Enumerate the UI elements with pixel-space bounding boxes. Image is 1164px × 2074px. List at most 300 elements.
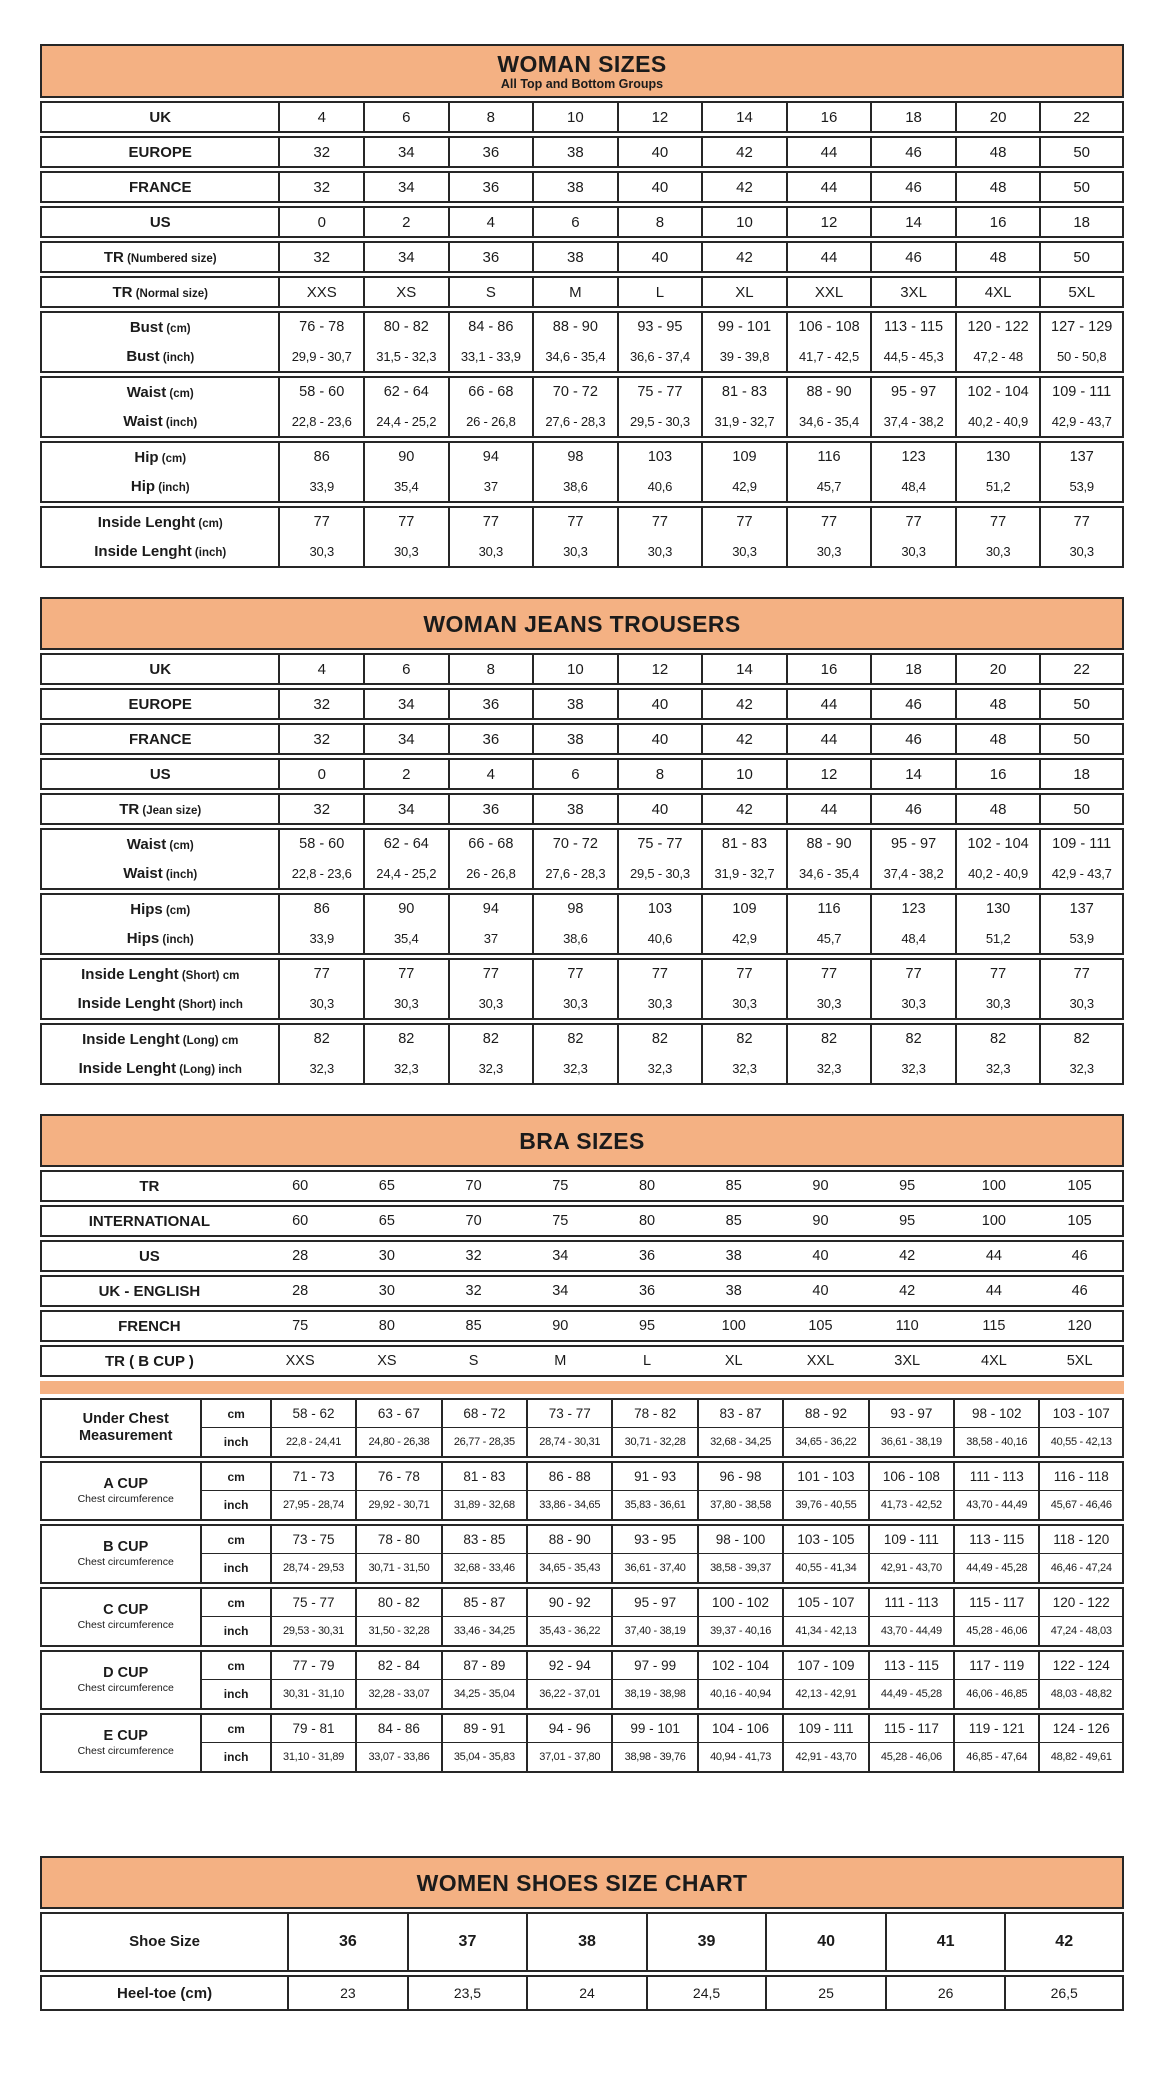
measurement-value [868, 1713, 953, 1773]
size-value-inch: 30,3 [1069, 996, 1094, 1011]
size-value [448, 828, 533, 890]
size-value-cm: 88 - 90 [552, 319, 598, 335]
size-value [532, 958, 617, 1020]
size-value: 42 [701, 136, 786, 168]
measurement-inch: 47,24 - 48,03 [1050, 1625, 1112, 1637]
size-value [701, 506, 786, 568]
size-value: 14 [870, 758, 955, 790]
measurement-cm: 94 - 96 [528, 1715, 611, 1743]
bra-size-value: 80 [604, 1170, 691, 1202]
size-value: 50 [1039, 136, 1124, 168]
unit-inch-label: inch [223, 1687, 249, 1701]
size-value-inch: 35,4 [394, 479, 419, 494]
measurement-value [697, 1524, 782, 1584]
measurement-inch: 36,61 - 37,40 [624, 1562, 686, 1574]
row-label-text: UK - ENGLISH [98, 1282, 201, 1300]
unit-cell [200, 1587, 269, 1647]
size-value-cm: 106 - 108 [798, 319, 860, 335]
row-label-text: Bust [126, 348, 160, 365]
size-value-inch: 30,3 [816, 544, 842, 559]
size-value-cm: 82 [398, 1031, 415, 1047]
row-label-top [42, 443, 278, 472]
row-label-text: Waist [126, 384, 167, 401]
measurement-cm: 96 - 98 [699, 1463, 782, 1491]
size-value: 32 [278, 136, 363, 168]
measurement-value [953, 1713, 1038, 1773]
row-label [40, 171, 278, 203]
bra-size-value: 85 [690, 1170, 777, 1202]
size-value: 34 [363, 241, 448, 273]
size-value: 46 [870, 723, 955, 755]
size-value: 14 [701, 653, 786, 685]
table-row [40, 506, 1124, 568]
unit-inch-label: inch [223, 1624, 249, 1638]
bra-size-value: 75 [517, 1170, 604, 1202]
table-row [40, 653, 1124, 685]
row-label [40, 206, 278, 238]
size-value: 20 [955, 653, 1040, 685]
bra-size-value: 5XL [1037, 1345, 1124, 1377]
size-value-cm: 90 [398, 449, 415, 465]
measurement-value [526, 1650, 611, 1710]
size-value: 44 [786, 241, 871, 273]
measurement-cm: 104 - 106 [699, 1715, 782, 1743]
measurement-value [355, 1524, 440, 1584]
bra-size-value: 44 [951, 1240, 1038, 1272]
measurement-cm: 71 - 73 [272, 1463, 355, 1491]
size-value: 38 [532, 688, 617, 720]
measurement-value [611, 1398, 696, 1458]
size-value-inch: 22,8 - 23,6 [291, 414, 352, 429]
size-value-inch: 53,9 [1069, 931, 1094, 946]
size-value: 36 [448, 793, 533, 825]
bra-size-value: 34 [517, 1240, 604, 1272]
size-value-inch: 26 - 26,8 [466, 866, 516, 881]
size-value-inch: 33,9 [309, 479, 334, 494]
measurement-inch: 32,68 - 33,46 [453, 1562, 515, 1574]
measurement-cm: 86 - 88 [528, 1463, 611, 1491]
size-value [532, 893, 617, 955]
measurement-value [355, 1398, 440, 1458]
row-label-detail: (Normal size) [132, 287, 208, 300]
unit-cm-label: cm [202, 1400, 269, 1428]
size-value: 2 [363, 206, 448, 238]
row-label-detail: (Numbered size) [123, 252, 217, 265]
measurement-value [782, 1461, 867, 1521]
size-value: L [617, 276, 702, 308]
size-value: 42 [701, 241, 786, 273]
size-value: 40 [617, 688, 702, 720]
size-value-cm: 94 [482, 901, 499, 917]
row-label-bottom [42, 407, 278, 436]
shoe-size-value: 38 [526, 1912, 646, 1972]
measurement-cm: 106 - 108 [870, 1463, 953, 1491]
row-label-detail: (cm) [166, 840, 194, 852]
size-value: 16 [955, 206, 1040, 238]
bra-size-value: 65 [344, 1205, 431, 1237]
row-label [40, 506, 278, 568]
size-value: 8 [617, 206, 702, 238]
measurement-cm: 101 - 103 [784, 1463, 867, 1491]
row-label-text: Inside Lenght [78, 1060, 177, 1077]
bra-size-value: 80 [604, 1205, 691, 1237]
measurement-inch: 44,49 - 45,28 [880, 1688, 942, 1700]
size-value: 0 [278, 758, 363, 790]
size-value [448, 311, 533, 373]
row-label-detail: (inch) [191, 547, 227, 559]
size-value-cm: 98 [567, 449, 584, 465]
measurement-value [611, 1524, 696, 1584]
shoe-size-value: 26,5 [1004, 1975, 1124, 2011]
table-row [40, 171, 1124, 203]
bra-size-value: 60 [257, 1170, 344, 1202]
table-row [40, 241, 1124, 273]
size-value: 44 [786, 688, 871, 720]
size-value: 38 [532, 136, 617, 168]
size-value: 6 [532, 206, 617, 238]
size-value-inch: 29,9 - 30,7 [291, 349, 352, 364]
measurement-cm: 73 - 77 [528, 1400, 611, 1428]
row-label [40, 723, 278, 755]
size-value-inch: 39 - 39,8 [719, 349, 770, 364]
measurement-cm: 91 - 93 [613, 1463, 696, 1491]
row-label [40, 441, 278, 503]
row-label-top [42, 378, 278, 407]
measurement-inch: 30,71 - 32,28 [624, 1436, 686, 1448]
measurement-inch: 43,70 - 44,49 [880, 1625, 942, 1637]
size-value-inch: 30,3 [732, 544, 757, 559]
unit-cell [200, 1650, 269, 1710]
size-value-cm: 82 [1073, 1031, 1090, 1047]
size-value-inch: 33,1 - 33,9 [460, 349, 521, 364]
size-value [363, 441, 448, 503]
cup-sublabel: Chest circumference [77, 1556, 174, 1568]
measurement-cm: 111 - 113 [955, 1463, 1038, 1491]
size-value: 32 [278, 723, 363, 755]
size-value: 14 [870, 206, 955, 238]
measurement-cm: 77 - 79 [272, 1652, 355, 1680]
size-value: 36 [448, 688, 533, 720]
size-value-cm: 93 - 95 [637, 319, 683, 335]
size-value-inch: 27,6 - 28,3 [545, 414, 606, 429]
size-value-inch: 37 [483, 479, 498, 494]
bra-size-value: XXL [777, 1345, 864, 1377]
size-value-cm: 81 - 83 [721, 836, 768, 852]
size-value-cm: 109 [732, 449, 757, 465]
measurement-inch: 43,70 - 44,49 [966, 1499, 1028, 1511]
size-value-inch: 34,6 - 35,4 [545, 349, 606, 364]
size-value [786, 311, 871, 373]
measurement-cm: 124 - 126 [1040, 1715, 1122, 1743]
size-value-inch: 30,3 [816, 996, 842, 1011]
size-value: 48 [955, 793, 1040, 825]
size-value [870, 506, 955, 568]
table-row [40, 1205, 1124, 1237]
measurement-inch: 40,55 - 42,13 [1050, 1436, 1112, 1448]
size-value-inch: 26 - 26,8 [466, 414, 516, 429]
size-value-cm: 77 [820, 514, 838, 530]
size-value-inch: 51,2 [985, 479, 1011, 494]
measurement-inch: 34,65 - 35,43 [539, 1562, 601, 1574]
size-value: 4 [278, 101, 363, 133]
size-value: 6 [363, 101, 448, 133]
bra-size-value: L [604, 1345, 691, 1377]
size-value: XXS [278, 276, 363, 308]
measurement-cm: 111 - 113 [870, 1589, 953, 1617]
row-label [40, 276, 278, 308]
size-value [448, 376, 533, 438]
bra-size-value: 100 [690, 1310, 777, 1342]
size-value [870, 958, 955, 1020]
size-value: 50 [1039, 688, 1124, 720]
size-value-cm: 77 [398, 966, 415, 982]
size-value [955, 506, 1040, 568]
size-value: 46 [870, 688, 955, 720]
size-value: 4XL [955, 276, 1040, 308]
size-value-cm: 81 - 83 [721, 384, 768, 400]
size-value: XXL [786, 276, 871, 308]
row-label-text: Hip [130, 478, 156, 495]
size-value: 36 [448, 171, 533, 203]
size-value: 38 [532, 793, 617, 825]
size-value [701, 441, 786, 503]
size-value: 10 [532, 101, 617, 133]
measurement-inch: 31,89 - 32,68 [453, 1499, 515, 1511]
size-value [617, 441, 702, 503]
row-label [40, 1023, 278, 1085]
measurement-inch: 36,61 - 38,19 [880, 1436, 942, 1448]
shoes-table [40, 1909, 1124, 2014]
row-label-detail: (inch) [155, 482, 190, 494]
size-value [786, 441, 871, 503]
size-value-inch: 34,6 - 35,4 [799, 414, 859, 429]
measurement-inch: 40,16 - 40,94 [710, 1688, 772, 1700]
measurement-value [441, 1713, 526, 1773]
measurement-inch: 30,71 - 31,50 [368, 1562, 430, 1574]
size-value-cm: 77 [482, 966, 499, 982]
size-value: 38 [532, 723, 617, 755]
row-label-top [42, 1025, 278, 1054]
bra-size-value: 85 [690, 1205, 777, 1237]
size-value-inch: 30,3 [478, 544, 504, 559]
shoe-size-value: 26 [885, 1975, 1005, 2011]
size-value [870, 441, 955, 503]
measurement-value [697, 1587, 782, 1647]
size-value: 46 [870, 241, 955, 273]
bra-size-value: XL [690, 1345, 777, 1377]
bra-size-value: 90 [517, 1310, 604, 1342]
size-value-inch: 37 [483, 931, 498, 946]
row-label [40, 793, 278, 825]
row-label-text: EUROPE [128, 695, 192, 713]
size-value: 4 [448, 758, 533, 790]
size-value-inch: 48,4 [901, 931, 926, 946]
measurement-inch: 44,49 - 45,28 [966, 1562, 1028, 1574]
size-value-inch: 53,9 [1069, 479, 1094, 494]
unit-inch-label: inch [223, 1750, 249, 1764]
row-label-bottom [42, 924, 278, 953]
measurement-inch: 37,01 - 37,80 [539, 1751, 601, 1763]
measurement-inch: 34,25 - 35,04 [453, 1688, 515, 1700]
size-value [448, 1023, 533, 1085]
row-label-text: FRANCE [128, 730, 192, 748]
size-value: 18 [870, 653, 955, 685]
measurement-cm: 85 - 87 [443, 1589, 526, 1617]
size-value [955, 311, 1040, 373]
measurement-cm: 120 - 122 [1040, 1589, 1122, 1617]
size-value [1039, 441, 1124, 503]
size-value: 50 [1039, 793, 1124, 825]
row-label-text: Heel-toe (cm) [117, 1984, 213, 2002]
woman-jeans-section [40, 597, 1124, 1088]
bra-size-value: M [517, 1345, 604, 1377]
measurement-inch: 39,37 - 40,16 [710, 1625, 772, 1637]
size-value: 34 [363, 793, 448, 825]
measurement-value [270, 1524, 355, 1584]
measurement-value [526, 1524, 611, 1584]
measurement-cm: 83 - 87 [699, 1400, 782, 1428]
size-value-cm: 88 - 90 [806, 836, 852, 852]
row-label-text: US [149, 765, 171, 783]
unit-cm-label: cm [202, 1526, 269, 1554]
measurement-inch: 38,58 - 40,16 [966, 1436, 1028, 1448]
table-row [40, 136, 1124, 168]
row-label [40, 101, 278, 133]
bra-size-value: 100 [951, 1205, 1038, 1237]
size-value [870, 893, 955, 955]
table-row [40, 1975, 1124, 2011]
row-label [40, 1524, 200, 1584]
measurement-inch: 38,58 - 39,37 [710, 1562, 772, 1574]
size-value-inch: 30,3 [563, 996, 588, 1011]
size-value [617, 376, 702, 438]
size-value: 32 [278, 793, 363, 825]
size-value-cm: 88 - 90 [806, 384, 852, 400]
size-value-inch: 48,4 [901, 479, 926, 494]
size-value-inch: 32,3 [1069, 1061, 1094, 1076]
size-value-inch: 42,9 - 43,7 [1051, 866, 1112, 881]
measurement-cm: 78 - 82 [613, 1400, 696, 1428]
cup-label: A CUP [103, 1476, 148, 1492]
size-value [701, 376, 786, 438]
size-value: 34 [363, 171, 448, 203]
size-value: 6 [363, 653, 448, 685]
size-value-inch: 38,6 [563, 931, 588, 946]
size-value-cm: 103 [647, 901, 673, 917]
size-value-inch: 51,2 [985, 931, 1011, 946]
size-value: 6 [532, 758, 617, 790]
size-value-cm: 77 [313, 514, 330, 530]
row-label [40, 1650, 200, 1710]
size-value-inch: 40,2 - 40,9 [968, 866, 1029, 881]
measurement-inch: 31,50 - 32,28 [368, 1625, 430, 1637]
size-value-inch: 32,3 [985, 1061, 1011, 1076]
size-value-cm: 77 [990, 966, 1007, 982]
row-label-text: US [149, 213, 171, 231]
bra-size-value: 46 [1037, 1240, 1124, 1272]
unit-cm-label: cm [202, 1589, 269, 1617]
measurement-cm: 99 - 101 [613, 1715, 696, 1743]
bra-size-value: 65 [344, 1170, 431, 1202]
measurement-inch: 42,91 - 43,70 [880, 1562, 942, 1574]
size-value-inch: 30,3 [647, 996, 673, 1011]
bra-size-value: 30 [344, 1275, 431, 1307]
size-value [363, 958, 448, 1020]
row-label-detail: (Long) cm [179, 1035, 239, 1047]
measurement-value [1038, 1524, 1124, 1584]
table-row [40, 1023, 1124, 1085]
measurement-cm: 95 - 97 [613, 1589, 696, 1617]
measurement-inch: 40,94 - 41,73 [710, 1751, 772, 1763]
row-label-text: Inside Lenght [94, 543, 192, 560]
size-value [278, 506, 363, 568]
measurement-inch: 27,95 - 28,74 [283, 1499, 344, 1511]
measurement-inch: 36,22 - 37,01 [539, 1688, 601, 1700]
measurement-value [868, 1650, 953, 1710]
bra-size-value: 110 [864, 1310, 951, 1342]
size-value [278, 893, 363, 955]
row-label-top [42, 508, 278, 537]
woman-jeans-table [40, 650, 1124, 1088]
bra-size-value: 95 [864, 1170, 951, 1202]
bra-size-value: 36 [604, 1275, 691, 1307]
measurement-value [953, 1650, 1038, 1710]
shoe-size-value: 40 [765, 1912, 885, 1972]
size-value-inch: 32,3 [901, 1061, 926, 1076]
row-label-bottom [42, 537, 278, 566]
cup-sublabel: Chest circumference [77, 1745, 174, 1757]
size-value-inch: 30,3 [478, 996, 504, 1011]
size-value: 42 [701, 793, 786, 825]
unit-cell [200, 1524, 269, 1584]
bra-size-value: 120 [1037, 1310, 1124, 1342]
size-value-cm: 66 - 68 [468, 836, 514, 852]
bra-size-value: 95 [604, 1310, 691, 1342]
measurement-cm: 73 - 75 [272, 1526, 355, 1554]
shoe-size-value: 25 [765, 1975, 885, 2011]
measurement-cm: 117 - 119 [955, 1652, 1038, 1680]
shoes-section [40, 1856, 1124, 2014]
size-value: 32 [278, 171, 363, 203]
row-label-detail: (Long) inch [176, 1064, 242, 1076]
size-value-cm: 77 [736, 966, 753, 982]
row-label-text: UK [149, 660, 172, 678]
row-label [40, 958, 278, 1020]
measurement-inch: 40,55 - 41,34 [795, 1562, 857, 1574]
bra-cup-measurement-table [40, 1395, 1124, 1776]
shoes-header-band [40, 1856, 1124, 1909]
size-value-inch: 32,3 [394, 1061, 419, 1076]
row-label-text: Hips [126, 930, 160, 947]
size-value: 34 [363, 688, 448, 720]
bra-size-value: 46 [1037, 1275, 1124, 1307]
cup-sublabel: Chest circumference [77, 1619, 174, 1631]
woman-jeans-header-band [40, 597, 1124, 650]
row-label-text: UK [149, 108, 172, 126]
bra-size-value: 30 [344, 1240, 431, 1272]
row-label-text: INTERNATIONAL [88, 1212, 211, 1230]
bra-size-value: 75 [257, 1310, 344, 1342]
size-value-cm: 77 [905, 966, 922, 982]
size-value-inch: 30,3 [732, 996, 757, 1011]
row-label-text: Inside Lenght [97, 514, 196, 531]
size-value-cm: 82 [313, 1031, 330, 1047]
size-value-inch: 34,6 - 35,4 [799, 866, 859, 881]
woman-sizes-table [40, 98, 1124, 571]
size-value-inch: 30,3 [647, 544, 673, 559]
row-label [40, 1713, 200, 1773]
row-label-detail: (cm) [158, 453, 187, 465]
